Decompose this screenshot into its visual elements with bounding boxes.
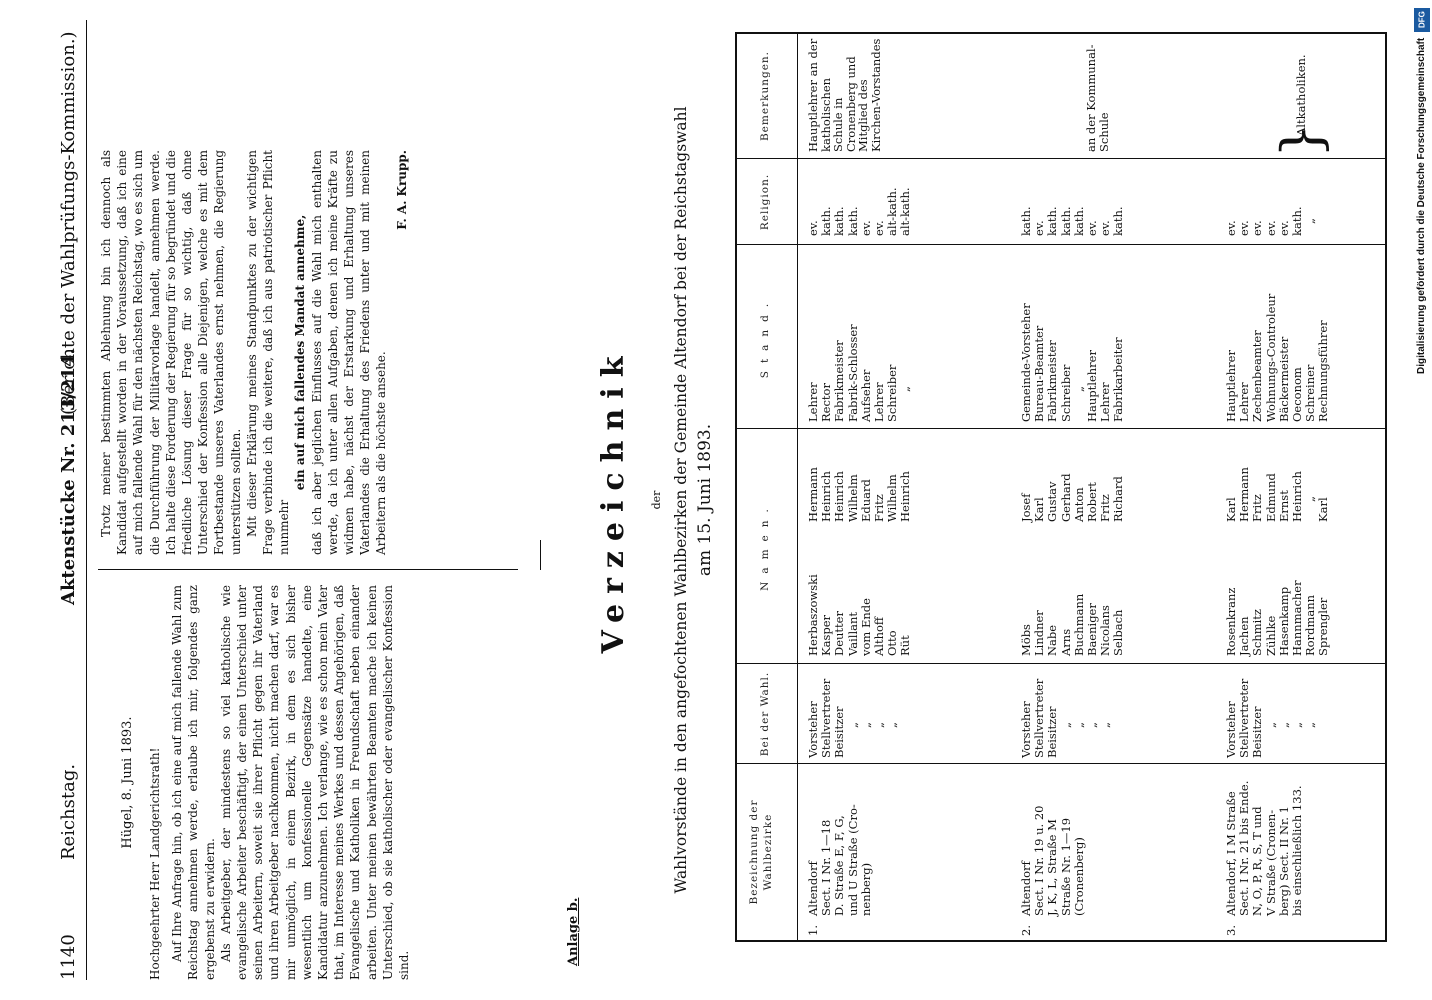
table-header-rule [797,32,798,942]
group-2-religion: kath. ev. kath. kath. kath. ev. ev. kath. [1019,206,1126,236]
signature: F. A. Krupp. [394,150,409,230]
table-bottom-rule [1385,32,1387,942]
letter-paragraph-6: daß ich aber jeglichen Einflusses auf die Wahl mich enthalten werde, da ich unter allen Aufgaben, denen ich meine Kräfte zu widmen habe, nächst der Erstarkung und Erhaltung unseres Vaterlandes die Erhaltung des Friedens unter und mit meinen Arbeitern als die höchste ansehe. [309,150,389,555]
letter-left-column [120,585,412,980]
header-bezeichnung: Bezeichnung der Wahlbezirke [748,799,774,905]
group-1-religion: ev. kath. kath. kath. ev. ev. alt-kath. alt-kath. [806,187,913,236]
header-center: Aktenstücke Nr. 213/214. [58,348,79,605]
column-divider [98,569,518,570]
group-1-bezirk: Altendorf Sect. I Nr. 1—18 D. Straße E, F, G, und U Straße (Cro- nenberg) [806,804,873,916]
group-1-vorname: Hermann Heinrich Heinrich Wilhelm Eduard Fritz Wilhelm Heinrich [806,467,913,522]
letter-paragraph-1: Auf Ihre Anfrage hin, ob ich eine auf mich fallende Wahl zum Reichstag annehmen werde, erlaube ich mir, folgendes ganz ergebenst zu erwidern. [170,585,217,980]
page-number: 1140 [58,934,79,980]
col-rule-1 [735,763,1387,764]
group-3-funktion: Vorsteher Stellvertreter Beisitzer „ „ „ „ [1224,678,1318,758]
annex-label: Anlage b. [566,897,581,966]
table-top-rule [735,32,737,942]
small-rule [540,540,541,570]
header-right: (Berichte der Wahlprüfungs-Kommission.) [58,31,79,415]
place-date: Hügel, 8. Juni 1893. [120,716,135,849]
group-2-number: 2. [1019,925,1033,936]
group-3-vorname: Karl Hermann Fritz Edmund Ernst Heinrich „ Karl [1224,467,1331,522]
col-rule-2 [735,663,1387,664]
group-3-bezirk: Altendorf, I M Straße Sect. I Nr. 21 bis Ende. N, O, P, R, S, T und V Straße (Cronen- berg) Sect. II Nr. 1 bis einschließlich 133. [1224,780,1305,916]
annex-table [735,32,1387,942]
group-2-bemerkung: an der Kommunal-Schule [1084,44,1111,152]
letter-right-column [98,150,410,555]
table-right-rule [735,32,1387,34]
group-3-brace: } [1270,123,1333,158]
header-religion: Religion. [759,173,771,231]
annex-der: der [650,490,663,510]
group-2-funktion: Vorsteher Stellvertreter Beisitzer „ „ „ „ [1019,678,1113,758]
letter-paragraph-4: Mit dieser Erklärung meines Standpunktes zu der wichtigen Frage verbinde ich die weitere, daß ich aus patriotischer Pflicht nunmehr [244,150,292,555]
col-rule-5 [735,158,1387,159]
header-rule [86,20,87,980]
group-3-bemerkung: Altkatholiken. [1294,54,1308,136]
dfg-credit [1412,0,1432,1000]
group-1-number: 1. [806,925,820,936]
col-rule-3 [735,428,1387,429]
group-1-funktion: Vorsteher Stellvertreter Beisitzer „ „ „ „ [806,678,900,758]
group-1-nachname: Herbaszowski Kasper Deutter Vaillant vom Ende Althoff Otto Rüt [806,574,913,656]
annex-subtitle: Wahlvorstände in den angefochtenen Wahlbezirken der Gemeinde Altendorf bei der Reichstagswahl [672,106,690,894]
header-bei-der-wahl: Bei der Wahl. [759,671,771,757]
group-2-nachname: Möbs Lindner Nabe Arns Buchmann Baeniger Nicolans Selbach [1019,593,1126,656]
group-3-stand: Hauptlehrer Lehrer Zechenbeamter Wohnungs-Controleur Bäckermeister Oeconom Schreiner Rechnungsführer [1224,293,1331,422]
header-namen: Namen. [759,501,771,591]
col-rule-4 [735,244,1387,245]
header-stand: Stand. [759,295,771,379]
group-1-stand: Lehrer Rector Fabrikmeister Fabrik-Schlosser Aufseher Lehrer Schreiber „ [806,324,913,422]
group-1-bemerkung: Hauptlehrer an der katholischen Schule in Cronenberg und Mitglied des Kirchen-Vorstandes [806,38,883,152]
group-2-bezirk: Altendorf Sect. I Nr. 19 u. 20 J, K, L, Straße M Straße Nr. 1—19 (Cronenberg) [1019,805,1086,916]
annex-title: Verzeichnik [596,346,631,654]
group-3-nachname: Rosenkranz Jachen Schmitz Zühlke Hasenkamp Hannmacher Rordmann Sprengler [1224,580,1331,656]
header-bemerkungen: Bemerkungen. [759,50,771,142]
letter-paragraph-5: ein auf mich fallendes Mandat annehme, [293,214,308,491]
salutation: Hochgeehrter Herr Landgerichtsrath! [148,747,162,980]
group-2-vorname: Josef Karl Gustav Gerhard Anton Robert Fritz Richard [1019,473,1126,522]
letter-paragraph-3: Trotz meiner bestimmten Ablehnung bin ich dennoch als Kandidat aufgestellt worden in der Voraussetzung, daß ich eine auf mich fallende Wahl für den nächsten Reichstag, wo es sich um die Durchführung der Militärvorlage handelt, annehmen werde. Ich halte diese Forderung der Regierung für so begründet und die friedliche Lösung dieser Frage für so wichtig, daß ohne Unterschied der Konfession alle Diejenigen, welche es mit dem Fortbestande unseres Vaterlandes ernst nehmen, die Regierung unterstützen sollten. [99,150,243,555]
dfg-credit-text: Digitalisierung gefördert durch die Deutsche Forschungsgemeinschaft [1416,38,1427,375]
group-3-number: 3. [1224,925,1238,936]
header-left: Reichstag. [58,763,79,860]
dfg-logo: DFG [1414,8,1430,32]
annex-date: am 15. Juni 1893. [695,423,715,577]
group-2-stand: Gemeinde-Vorsteher Bureau-Beamter Fabrikmeister Schreiber „ Hauptlehrer Lehrer Fabrikarbeiter [1019,303,1126,422]
letter-paragraph-2: Als Arbeitgeber, der mindestens so viel katholische wie evangelische Arbeiter beschäftigt, der einen Unterschied unter seinen Arbeitern, soweit sie ihrer Pflicht gegen ihr Vaterland und ihren Arbeitgeber nachkommen, nicht machen darf, war es mir unmöglich, in einem Bezirk, in dem es sich bisher wesentlich um konfessionelle Gegensätze handelte, eine Kandidatur anzunehmen. Ich verlange, wie es schon mein Vater that, im Interesse meines Werkes und dessen Angehörigen, daß Evangelische und Katholiken in Freundschaft neben einander arbeiten. Unter meinen bewährten Beamten mache ich keinen Unterschied, ob sie katholischer oder evangelischer Konfession sind. [218,585,412,980]
table-left-rule [735,940,1387,942]
group-3-religion: ev. ev. ev. ev. ev. kath. „ [1224,206,1318,236]
